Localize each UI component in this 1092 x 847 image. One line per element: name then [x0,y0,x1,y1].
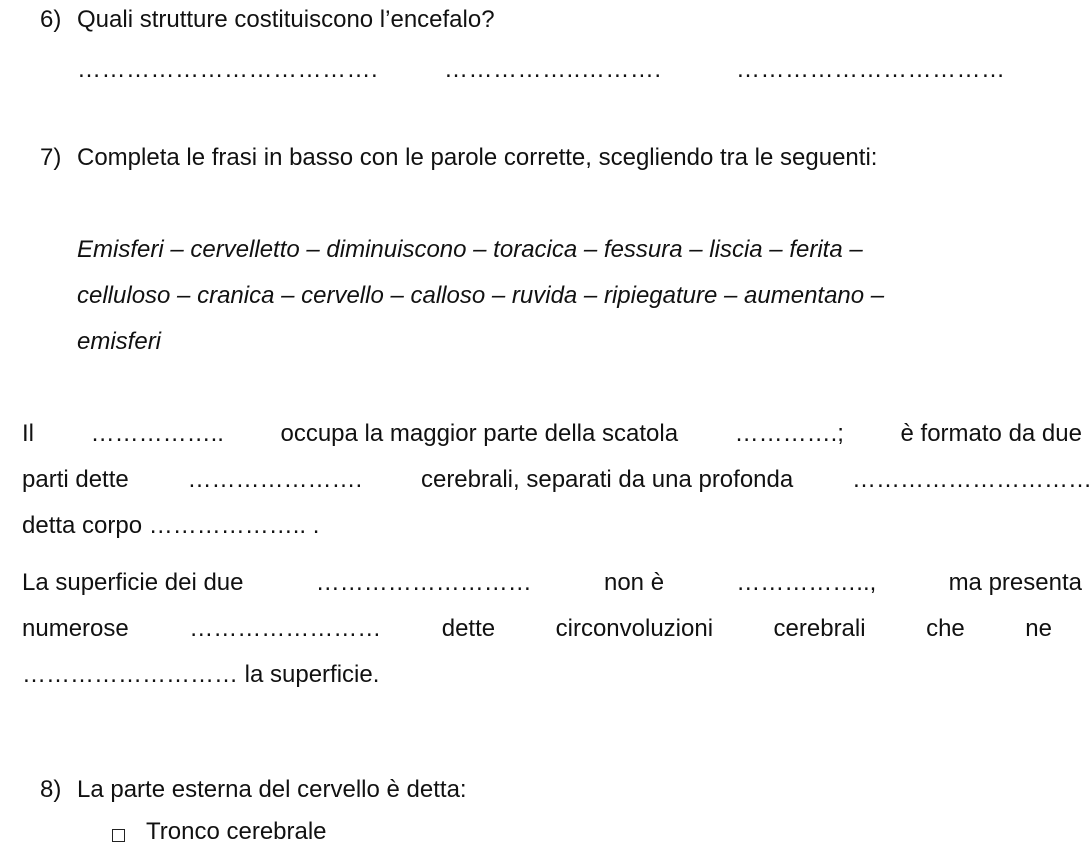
text-segment: cerebrali, separati da una profonda [420,466,794,493]
fill-blank: ………….; [734,420,844,447]
question-7-text: Completa le frasi in basso con le parole corrette, scegliendo tra le seguenti: [77,144,878,171]
question-8-number: 8) [40,776,62,803]
text-segment: dette [441,615,496,642]
question-7-number: 7) [40,144,62,171]
text-segment: ne [1025,615,1052,642]
paragraph-2-line-1 [22,568,1082,598]
text-segment: parti dette [22,466,129,493]
option-1-checkbox[interactable] [112,829,125,842]
word-bank-line-3: emisferi [77,328,162,355]
text-segment: ma presenta [948,569,1082,596]
text-segment: numerose [22,615,129,642]
text-segment: Il [22,420,34,447]
fill-blank: ……………………… [315,569,532,596]
question-6-text: Quali strutture costituiscono l’encefalo? [77,6,495,33]
answer-blank-1: ………………………………. [77,56,379,83]
fill-blank: …………………. [187,466,363,493]
text-segment: che [926,615,965,642]
option-1-label: Tronco cerebrale [146,818,327,845]
paragraph-1-line-2 [22,465,1092,495]
fill-blank: …………….., [736,569,877,596]
paragraph-1-line-3: detta corpo ……………….. . [22,512,320,539]
text-segment: cerebrali [773,615,866,642]
fill-blank: …………….. [90,420,224,447]
text-segment: circonvoluzioni [555,615,714,642]
text-segment: La superficie dei due [22,569,244,596]
paragraph-2-line-2 [22,614,1052,644]
paragraph-2-line-3: ……………………… la superficie. [22,661,380,688]
fill-blank: …………………… [189,615,382,642]
text-segment: occupa la maggior parte della scatola [280,420,679,447]
fill-blank: ………………………… [852,466,1092,493]
answer-blank-2: ……………..………. [444,56,662,83]
answer-blank-3: …………………………… [736,56,1006,83]
text-segment: è formato da due [900,420,1082,447]
text-segment: non è [603,569,665,596]
word-bank-line-1: Emisferi – cervelletto – diminuiscono – toracica – fessura – liscia – ferita – [77,236,863,263]
paragraph-1-line-1 [22,419,1082,449]
question-6-number: 6) [40,6,62,33]
question-8-text: La parte esterna del cervello è detta: [77,776,467,803]
word-bank-line-2: celluloso – cranica – cervello – calloso – ruvida – ripiegature – aumentano – [77,282,885,309]
